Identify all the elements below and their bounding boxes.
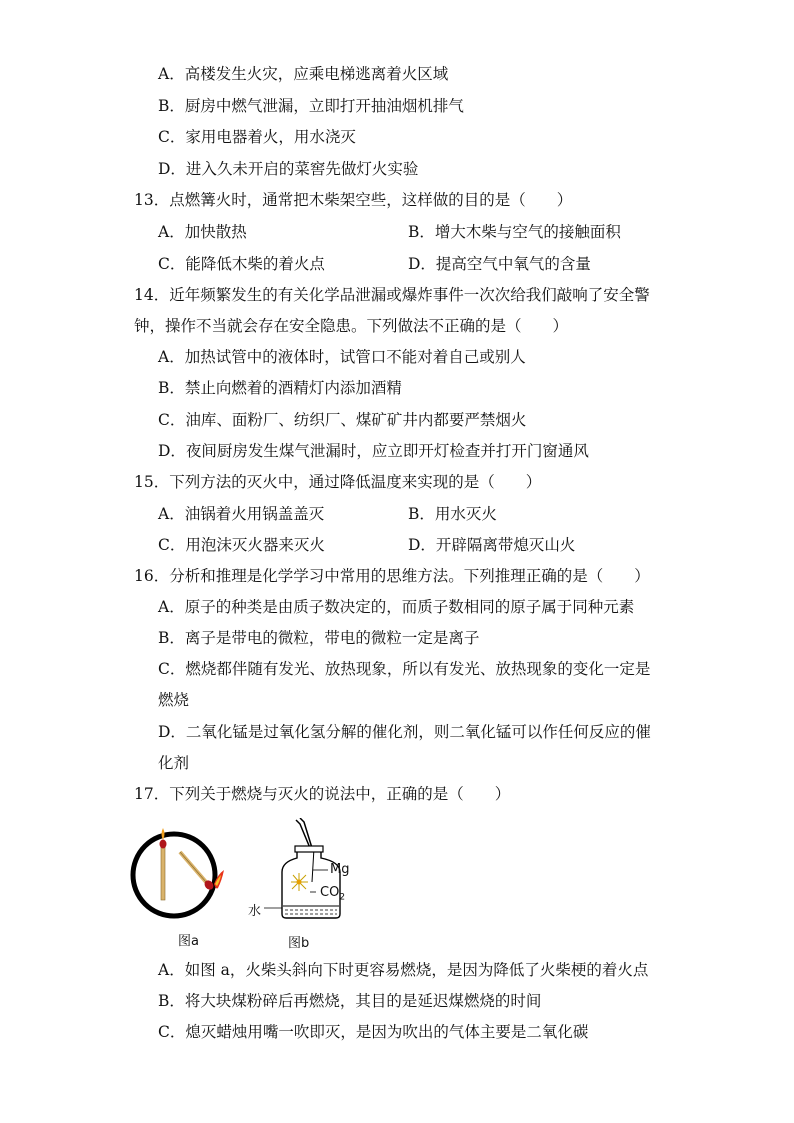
q16-option-b: B．离子是带电的微粒，带电的微粒一定是离子 — [158, 629, 480, 647]
q16-option-c-line2: 燃烧 — [158, 691, 190, 709]
q13-option-d: D．提高空气中氧气的含量 — [408, 255, 591, 273]
q17-figure — [130, 818, 370, 958]
q14-option-c: C．油库、面粉厂、纺织厂、煤矿矿井内都要严禁烟火 — [158, 411, 527, 429]
q13-option-b: B．增大木柴与空气的接触面积 — [408, 223, 621, 241]
q15-stem: 15．下列方法的灭火中，通过降低温度来实现的是（ ） — [134, 473, 542, 491]
label-water: 水 — [248, 904, 262, 919]
q16-option-a: A．原子的种类是由质子数决定的，而质子数相同的原子属于同种元素 — [158, 598, 635, 616]
q12-option-a: A．高楼发生火灾，应乘电梯逃离着火区域 — [158, 65, 449, 83]
q15-option-b: B．用水灭火 — [408, 505, 497, 523]
q13-option-c: C．能降低木柴的着火点 — [158, 255, 325, 273]
label-co2: $CO_2$ — [320, 885, 346, 903]
q17-stem: 17．下列关于燃烧与灭火的说法中，正确的是（ ） — [134, 785, 511, 803]
q16-option-d-line2: 化剂 — [158, 754, 190, 772]
q15-option-c: C．用泡沫灭火器来灭火 — [158, 536, 325, 554]
label-figure-a: 图a — [178, 934, 199, 949]
q16-option-d-line1: D．二氧化锰是过氧化氢分解的催化剂，则二氧化锰可以作任何反应的催 — [158, 723, 651, 741]
q12-option-b: B．厨房中燃气泄漏，立即打开抽油烟机排气 — [158, 97, 464, 115]
q14-option-b: B．禁止向燃着的酒精灯内添加酒精 — [158, 379, 402, 397]
label-mg: Mg — [330, 862, 350, 877]
q15-option-d: D．开辟隔离带熄灭山火 — [408, 536, 576, 554]
label-figure-b: 图b — [288, 936, 310, 951]
q17-option-b: B．将大块煤粉碎后再燃烧，其目的是延迟煤燃烧的时间 — [158, 992, 542, 1010]
figure-b-gas-jar — [264, 818, 340, 918]
figure-a-matches — [133, 828, 224, 916]
q14-stem-line1: 14．近年频繁发生的有关化学品泄漏或爆炸事件一次次给我们敲响了安全警 — [134, 286, 650, 304]
q12-option-c: C．家用电器着火，用水浇灭 — [158, 128, 356, 146]
q16-stem: 16．分析和推理是化学学习中常用的思维方法。下列推理正确的是（ ） — [134, 567, 650, 585]
q17-option-c: C．熄灭蜡烛用嘴一吹即灭，是因为吹出的气体主要是二氧化碳 — [158, 1023, 589, 1041]
q14-option-d: D．夜间厨房发生煤气泄漏时，应立即开灯检查并打开门窗通风 — [158, 442, 589, 460]
q14-option-a: A．加热试管中的液体时，试管口不能对着自己或别人 — [158, 348, 526, 366]
q14-stem-line2: 钟，操作不当就会存在安全隐患。下列做法不正确的是（ ） — [134, 317, 569, 335]
q17-option-a: A．如图 a，火柴头斜向下时更容易燃烧，是因为降低了火柴梗的着火点 — [158, 961, 649, 979]
q13-option-a: A．加快散热 — [158, 223, 247, 241]
q16-option-c-line1: C．燃烧都伴随有发光、放热现象，所以有发光、放热现象的变化一定是 — [158, 660, 651, 678]
q12-option-d: D．进入久未开启的菜窖先做灯火实验 — [158, 160, 419, 178]
q15-option-a: A．油锅着火用锅盖盖灭 — [158, 505, 325, 523]
q13-stem: 13．点燃篝火时，通常把木柴架空些，这样做的目的是（ ） — [134, 191, 573, 209]
